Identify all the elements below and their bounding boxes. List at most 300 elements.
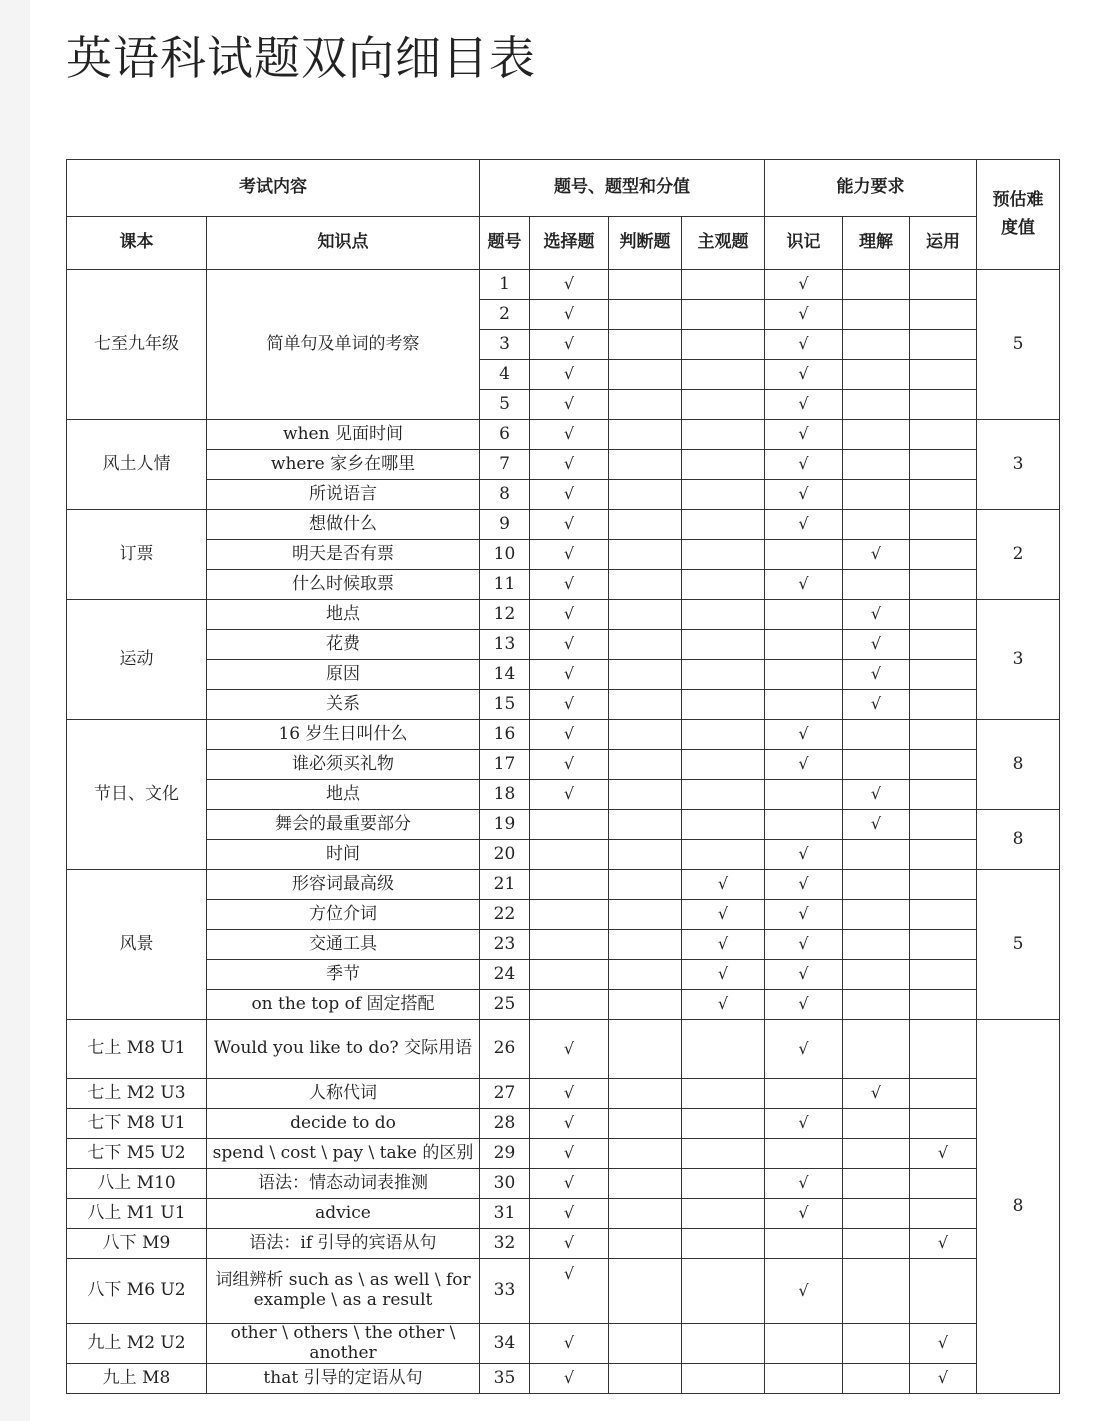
understand-cell [843, 1199, 910, 1229]
judge-cell [609, 1109, 682, 1139]
subjective-cell [682, 1020, 765, 1079]
table-row [67, 1109, 1060, 1139]
check-mark: √ [870, 544, 882, 564]
knowledge-cell: other \ others \ the other \ another [207, 1324, 480, 1364]
subjective-cell [682, 1324, 765, 1364]
recall-cell [765, 570, 843, 600]
header-exam-content: 考试内容 [67, 160, 480, 217]
textbook-cell: 八上 M10 [67, 1169, 207, 1199]
subjective-cell [682, 900, 765, 930]
check-mark: √ [798, 874, 809, 894]
subjective-cell [682, 960, 765, 990]
apply-cell [910, 1020, 977, 1079]
difficulty-value: 2 [977, 510, 1060, 600]
table-row [67, 960, 1060, 990]
question-number: 5 [480, 390, 530, 420]
table-row [67, 600, 1060, 630]
subjective-cell [682, 480, 765, 510]
check-mark: √ [563, 1333, 575, 1353]
subjective-cell [682, 660, 765, 690]
header-choice: 选择题 [530, 217, 609, 270]
choice-cell [530, 960, 609, 990]
apply-cell [910, 420, 977, 450]
understand-cell [843, 870, 910, 900]
table-row [67, 690, 1060, 720]
check-mark: √ [870, 1083, 882, 1103]
apply-cell [910, 480, 977, 510]
apply-cell [910, 720, 977, 750]
subjective-cell [682, 630, 765, 660]
recall-cell [765, 420, 843, 450]
recall-cell [765, 1169, 843, 1199]
judge-cell [609, 360, 682, 390]
understand-cell [843, 1229, 910, 1259]
understand-cell [843, 1139, 910, 1169]
check-mark: √ [563, 1038, 575, 1058]
question-number: 6 [480, 420, 530, 450]
question-number: 12 [480, 600, 530, 630]
knowledge-cell: 简单句及单词的考察 [207, 270, 480, 420]
understand-cell [843, 1364, 910, 1394]
judge-cell [609, 660, 682, 690]
textbook-cell: 节日、文化 [67, 720, 207, 870]
subjective-cell [682, 1259, 765, 1324]
judge-cell [609, 420, 682, 450]
recall-cell [765, 450, 843, 480]
knowledge-cell: advice [207, 1199, 480, 1229]
choice-cell [530, 450, 609, 480]
apply-cell [910, 450, 977, 480]
recall-cell [765, 1259, 843, 1324]
check-mark: √ [937, 1368, 949, 1388]
check-mark: √ [937, 1333, 949, 1353]
table-row [67, 1199, 1060, 1229]
subjective-cell [682, 510, 765, 540]
understand-cell [843, 360, 910, 390]
apply-cell [910, 990, 977, 1020]
table-row [67, 540, 1060, 570]
question-number: 23 [480, 930, 530, 960]
choice-cell [530, 300, 609, 330]
textbook-cell: 七下 M8 U1 [67, 1109, 207, 1139]
table-row [67, 1364, 1060, 1394]
recall-cell [765, 1324, 843, 1364]
header-knowledge: 知识点 [207, 217, 480, 270]
knowledge-cell: 方位介词 [207, 900, 480, 930]
header-judge: 判断题 [609, 217, 682, 270]
judge-cell [609, 960, 682, 990]
understand-cell [843, 750, 910, 780]
subjective-cell [682, 330, 765, 360]
understand-cell [843, 1169, 910, 1199]
judge-cell [609, 840, 682, 870]
knowledge-cell: 想做什么 [207, 510, 480, 540]
judge-cell [609, 450, 682, 480]
check-mark: √ [563, 544, 575, 564]
knowledge-cell: 季节 [207, 960, 480, 990]
recall-cell [765, 840, 843, 870]
choice-cell [530, 270, 609, 300]
apply-cell [910, 570, 977, 600]
check-mark: √ [717, 904, 729, 924]
difficulty-value: 8 [977, 1020, 1060, 1394]
recall-cell [765, 360, 843, 390]
judge-cell [609, 930, 682, 960]
header-understand: 理解 [843, 217, 910, 270]
apply-cell [910, 1364, 977, 1394]
subjective-cell [682, 300, 765, 330]
header-apply: 运用 [910, 217, 977, 270]
understand-cell [843, 600, 910, 630]
choice-cell [530, 1020, 609, 1079]
header-difficulty-label: 预估难度值 [992, 190, 1044, 238]
textbook-cell: 运动 [67, 600, 207, 720]
apply-cell [910, 1079, 977, 1109]
recall-cell [765, 960, 843, 990]
apply-cell [910, 690, 977, 720]
understand-cell [843, 810, 910, 840]
question-number: 8 [480, 480, 530, 510]
choice-cell [530, 660, 609, 690]
knowledge-cell: 花费 [207, 630, 480, 660]
table-body [67, 270, 1060, 1394]
question-number: 30 [480, 1169, 530, 1199]
choice-cell [530, 1229, 609, 1259]
knowledge-cell: on the top of 固定搭配 [207, 990, 480, 1020]
apply-cell [910, 870, 977, 900]
choice-cell [530, 1199, 609, 1229]
apply-cell [910, 630, 977, 660]
subjective-cell [682, 390, 765, 420]
understand-cell [843, 510, 910, 540]
apply-cell [910, 660, 977, 690]
apply-cell [910, 1139, 977, 1169]
apply-cell [910, 1109, 977, 1139]
question-number: 21 [480, 870, 530, 900]
table-row [67, 1139, 1060, 1169]
table-row [67, 1324, 1060, 1364]
question-number: 26 [480, 1020, 530, 1079]
judge-cell [609, 990, 682, 1020]
check-mark: √ [798, 484, 809, 504]
choice-cell [530, 840, 609, 870]
difficulty-value: 3 [977, 600, 1060, 720]
knowledge-cell: 所说语言 [207, 480, 480, 510]
understand-cell [843, 840, 910, 870]
choice-cell [530, 1259, 609, 1324]
question-number: 17 [480, 750, 530, 780]
understand-cell [843, 540, 910, 570]
question-number: 3 [480, 330, 530, 360]
question-number: 35 [480, 1364, 530, 1394]
apply-cell [910, 540, 977, 570]
apply-cell [910, 960, 977, 990]
knowledge-cell: where 家乡在哪里 [207, 450, 480, 480]
header-ability: 能力要求 [765, 160, 977, 217]
knowledge-cell: 原因 [207, 660, 480, 690]
apply-cell [910, 270, 977, 300]
table-row [67, 630, 1060, 660]
understand-cell [843, 390, 910, 420]
understand-cell [843, 1324, 910, 1364]
check-mark: √ [870, 814, 882, 834]
check-mark: √ [798, 334, 809, 354]
judge-cell [609, 900, 682, 930]
table-row [67, 720, 1060, 750]
knowledge-cell: Would you like to do? 交际用语 [207, 1020, 480, 1079]
check-mark: √ [798, 754, 809, 774]
question-number: 4 [480, 360, 530, 390]
subjective-cell [682, 990, 765, 1020]
choice-cell [530, 1169, 609, 1199]
subjective-cell [682, 750, 765, 780]
knowledge-cell: 语法：if 引导的宾语从句 [207, 1229, 480, 1259]
check-mark: √ [798, 1173, 809, 1193]
question-number: 24 [480, 960, 530, 990]
choice-cell [530, 1109, 609, 1139]
check-mark: √ [798, 364, 809, 384]
table-row [67, 660, 1060, 690]
subjective-cell [682, 720, 765, 750]
judge-cell [609, 1229, 682, 1259]
header-question-type: 题号、题型和分值 [480, 160, 765, 217]
subjective-cell [682, 600, 765, 630]
recall-cell [765, 540, 843, 570]
apply-cell [910, 1324, 977, 1364]
check-mark: √ [563, 664, 575, 684]
recall-cell [765, 780, 843, 810]
question-number: 10 [480, 540, 530, 570]
knowledge-cell: decide to do [207, 1109, 480, 1139]
header-recall: 识记 [765, 217, 843, 270]
question-number: 2 [480, 300, 530, 330]
knowledge-cell: 明天是否有票 [207, 540, 480, 570]
textbook-cell: 七上 M8 U1 [67, 1020, 207, 1079]
table-row [67, 780, 1060, 810]
textbook-cell: 风土人情 [67, 420, 207, 510]
choice-cell [530, 750, 609, 780]
check-mark: √ [563, 604, 575, 624]
choice-cell [530, 870, 609, 900]
judge-cell [609, 720, 682, 750]
check-mark: √ [563, 694, 575, 714]
choice-cell [530, 1139, 609, 1169]
choice-cell [530, 540, 609, 570]
judge-cell [609, 810, 682, 840]
judge-cell [609, 690, 682, 720]
recall-cell [765, 690, 843, 720]
apply-cell [910, 390, 977, 420]
header-textbook: 课本 [67, 217, 207, 270]
knowledge-cell: 人称代词 [207, 1079, 480, 1109]
textbook-cell: 七下 M5 U2 [67, 1139, 207, 1169]
table-row [67, 450, 1060, 480]
textbook-cell: 八下 M9 [67, 1229, 207, 1259]
check-mark: √ [870, 784, 882, 804]
recall-cell [765, 1199, 843, 1229]
recall-cell [765, 600, 843, 630]
check-mark: √ [563, 1233, 575, 1253]
question-number: 29 [480, 1139, 530, 1169]
check-mark: √ [870, 634, 882, 654]
recall-cell [765, 480, 843, 510]
table-row [67, 420, 1060, 450]
check-mark: √ [937, 1233, 949, 1253]
spec-table [66, 159, 1060, 1394]
textbook-cell: 八下 M6 U2 [67, 1259, 207, 1324]
question-number: 22 [480, 900, 530, 930]
understand-cell [843, 420, 910, 450]
choice-cell [530, 1364, 609, 1394]
choice-cell [530, 630, 609, 660]
knowledge-cell: 地点 [207, 780, 480, 810]
check-mark: √ [717, 964, 729, 984]
recall-cell [765, 1109, 843, 1139]
table-row [67, 810, 1060, 840]
check-mark: √ [798, 1038, 809, 1058]
apply-cell [910, 510, 977, 540]
choice-cell [530, 780, 609, 810]
judge-cell [609, 780, 682, 810]
understand-cell [843, 480, 910, 510]
question-number: 1 [480, 270, 530, 300]
question-number: 11 [480, 570, 530, 600]
knowledge-cell: 舞会的最重要部分 [207, 810, 480, 840]
choice-cell [530, 360, 609, 390]
check-mark: √ [563, 364, 575, 384]
check-mark: √ [563, 334, 575, 354]
check-mark: √ [563, 1173, 575, 1193]
check-mark: √ [798, 1113, 809, 1133]
check-mark: √ [563, 1113, 575, 1133]
judge-cell [609, 300, 682, 330]
understand-cell [843, 300, 910, 330]
understand-cell [843, 1109, 910, 1139]
understand-cell [843, 990, 910, 1020]
table-row [67, 990, 1060, 1020]
page-title: 英语科试题双向细目表 [66, 31, 536, 85]
check-mark: √ [798, 574, 809, 594]
check-mark: √ [937, 1143, 949, 1163]
question-number: 32 [480, 1229, 530, 1259]
subjective-cell [682, 780, 765, 810]
check-mark: √ [798, 514, 809, 534]
knowledge-cell: spend \ cost \ pay \ take 的区别 [207, 1139, 480, 1169]
apply-cell [910, 900, 977, 930]
question-number: 20 [480, 840, 530, 870]
apply-cell [910, 1229, 977, 1259]
difficulty-value: 8 [977, 810, 1060, 870]
question-number: 15 [480, 690, 530, 720]
recall-cell [765, 1020, 843, 1079]
apply-cell [910, 930, 977, 960]
apply-cell [910, 780, 977, 810]
question-number: 7 [480, 450, 530, 480]
choice-cell [530, 990, 609, 1020]
subjective-cell [682, 810, 765, 840]
understand-cell [843, 1079, 910, 1109]
subjective-cell [682, 450, 765, 480]
table-row [67, 570, 1060, 600]
recall-cell [765, 330, 843, 360]
understand-cell [843, 450, 910, 480]
check-mark: √ [563, 1368, 575, 1388]
check-mark: √ [798, 424, 809, 444]
recall-cell [765, 1364, 843, 1394]
choice-cell [530, 1079, 609, 1109]
recall-cell [765, 900, 843, 930]
recall-cell [765, 1139, 843, 1169]
apply-cell [910, 810, 977, 840]
subjective-cell [682, 570, 765, 600]
knowledge-cell: that 引导的定语从句 [207, 1364, 480, 1394]
check-mark: √ [563, 514, 575, 534]
judge-cell [609, 1169, 682, 1199]
textbook-cell: 九上 M8 [67, 1364, 207, 1394]
choice-cell [530, 1324, 609, 1364]
knowledge-cell: 什么时候取票 [207, 570, 480, 600]
knowledge-cell: when 见面时间 [207, 420, 480, 450]
table-row [67, 870, 1060, 900]
question-number: 14 [480, 660, 530, 690]
judge-cell [609, 390, 682, 420]
apply-cell [910, 840, 977, 870]
subjective-cell [682, 870, 765, 900]
question-number: 13 [480, 630, 530, 660]
check-mark: √ [798, 274, 809, 294]
apply-cell [910, 300, 977, 330]
apply-cell [910, 1169, 977, 1199]
check-mark: √ [798, 724, 809, 744]
recall-cell [765, 810, 843, 840]
check-mark: √ [563, 304, 575, 324]
understand-cell [843, 630, 910, 660]
recall-cell [765, 930, 843, 960]
check-mark: √ [798, 844, 809, 864]
judge-cell [609, 270, 682, 300]
check-mark: √ [563, 1083, 575, 1103]
choice-cell [530, 390, 609, 420]
recall-cell [765, 720, 843, 750]
recall-cell [765, 270, 843, 300]
table-row [67, 270, 1060, 300]
textbook-cell: 订票 [67, 510, 207, 600]
judge-cell [609, 1324, 682, 1364]
subjective-cell [682, 360, 765, 390]
difficulty-value: 5 [977, 270, 1060, 420]
understand-cell [843, 330, 910, 360]
check-mark: √ [563, 634, 575, 654]
subjective-cell [682, 1109, 765, 1139]
table-row [67, 1169, 1060, 1199]
judge-cell [609, 870, 682, 900]
subjective-cell [682, 840, 765, 870]
subjective-cell [682, 930, 765, 960]
check-mark: √ [717, 874, 729, 894]
judge-cell [609, 1020, 682, 1079]
understand-cell [843, 900, 910, 930]
subjective-cell [682, 1169, 765, 1199]
subjective-cell [682, 1079, 765, 1109]
question-number: 28 [480, 1109, 530, 1139]
recall-cell [765, 990, 843, 1020]
question-number: 33 [480, 1259, 530, 1324]
subjective-cell [682, 420, 765, 450]
knowledge-cell: 交通工具 [207, 930, 480, 960]
judge-cell [609, 1199, 682, 1229]
subjective-cell [682, 690, 765, 720]
recall-cell [765, 1229, 843, 1259]
